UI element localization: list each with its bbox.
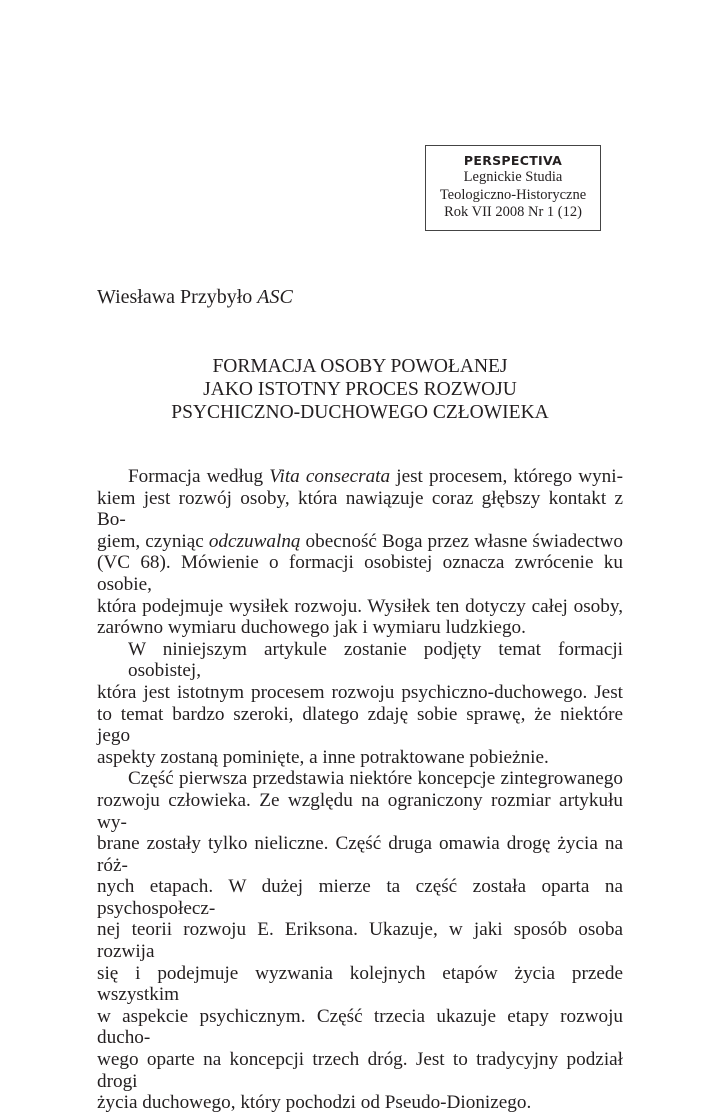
text: giem, czyniąc bbox=[97, 530, 209, 552]
text-line: się i podejmuje wyzwania kolejnych etapów życia przede wszystkim bbox=[97, 962, 623, 1006]
journal-info-box bbox=[425, 145, 601, 231]
text: obecność Boga przez własne świadectwo bbox=[300, 530, 623, 552]
author-suffix: ASC bbox=[257, 286, 293, 308]
text-line: zarówno wymiaru duchowego jak i wymiaru ludzkiego. bbox=[97, 617, 526, 639]
author-name: Wiesława Przybyło bbox=[97, 286, 258, 308]
italic-text: Vita consecrata bbox=[269, 466, 391, 487]
text-line: która jest istotnym procesem rozwoju psychiczno-duchowego. Jest bbox=[97, 681, 623, 703]
text-line: w aspekcie psychicznym. Część trzecia ukazuje etapy rozwoju ducho- bbox=[97, 1005, 623, 1049]
article-title bbox=[97, 355, 623, 424]
journal-brand: PERSPECTIVA bbox=[463, 153, 563, 168]
text-line: nych etapach. W dużej mierze ta część została oparta na psychospołecz- bbox=[97, 876, 623, 919]
text-line: Część pierwsza przedstawia niektóre koncepcje zintegrowanego bbox=[128, 768, 623, 790]
article-body bbox=[97, 466, 623, 1114]
text-line: rozwoju człowieka. Ze względu na ograniczony rozmiar artykułu wy- bbox=[97, 789, 623, 833]
journal-issue: Rok VII 2008 Nr 1 (12) bbox=[444, 204, 582, 220]
text-line bbox=[97, 531, 623, 553]
text-line: brane zostały tylko nieliczne. Część druga omawia drogę życia na róż- bbox=[97, 833, 623, 876]
text-line: W niniejszym artykule zostanie podjęty temat formacji osobistej, bbox=[128, 638, 623, 682]
text-line: wego oparte na koncepcji trzech dróg. Jest to tradycyjny podział drogi bbox=[97, 1049, 623, 1092]
title-line: FORMACJA OSOBY POWOŁANEJ bbox=[212, 356, 508, 377]
author bbox=[97, 286, 293, 309]
text-line: aspekty zostaną pominięte, a inne potraktowane pobieżnie. bbox=[97, 746, 549, 768]
text-line bbox=[97, 466, 623, 488]
title-line: PSYCHICZNO-DUCHOWEGO CZŁOWIEKA bbox=[171, 402, 549, 423]
journal-name: Legnickie Studia bbox=[463, 169, 563, 185]
italic-text: odczuwalną bbox=[208, 530, 301, 552]
title-line: JAKO ISTOTNY PROCES ROZWOJU bbox=[203, 379, 517, 400]
text-line: która podejmuje wysiłek rozwoju. Wysiłek ten dotyczy całej osoby, bbox=[97, 595, 623, 617]
text: jest procesem, którego wyni- bbox=[390, 466, 623, 487]
text-line: kiem jest rozwój osoby, która nawiązuje coraz głębszy kontakt z Bo- bbox=[97, 487, 623, 531]
text-line: (VC 68). Mówienie o formacji osobistej oznacza zwrócenie ku osobie, bbox=[97, 552, 623, 595]
text: Formacja według bbox=[128, 466, 270, 487]
text-line: to temat bardzo szeroki, dlatego zdaję sobie sprawę, że niektóre jego bbox=[97, 703, 623, 747]
text-line: życia duchowego, który pochodzi od Pseudo-Dionizego. bbox=[97, 1092, 532, 1114]
journal-subtitle: Teologiczno-Historyczne bbox=[439, 186, 587, 203]
text-line: nej teorii rozwoju E. Eriksona. Ukazuje, w jaki sposób osoba rozwija bbox=[97, 919, 623, 963]
